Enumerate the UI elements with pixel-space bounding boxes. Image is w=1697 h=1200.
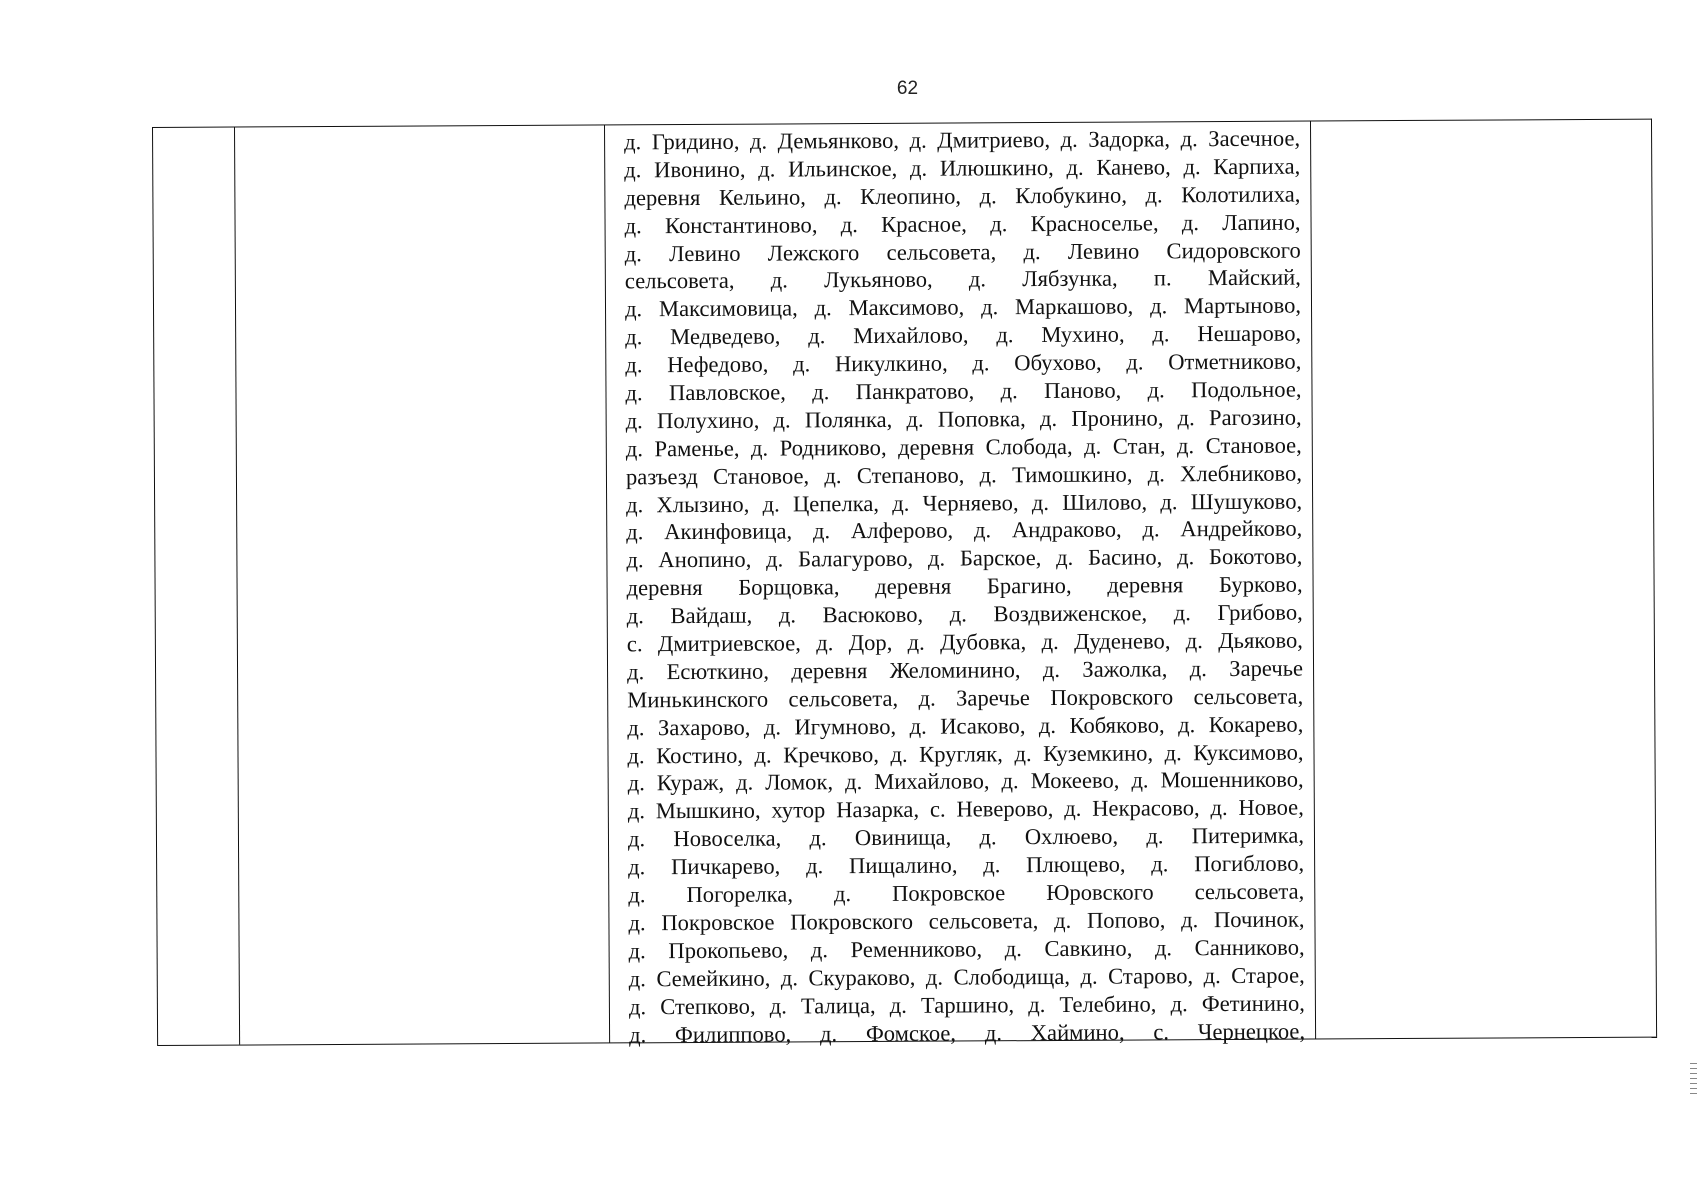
- text-line: д. Хлызино, д. Цепелка, д. Черняево, д. Шилово, д. Шушуково,: [626, 488, 1303, 517]
- text-line: д. Степково, д. Талица, д. Таршино, д. Телебино, д. Фетинино,: [628, 990, 1305, 1019]
- text-line: д. Ивонино, д. Ильинское, д. Илюшкино, д. Канево, д. Карпиха,: [624, 153, 1301, 183]
- column-4-border: [1310, 121, 1316, 1039]
- text-line: д. Кураж, д. Ломок, д. Михайлово, д. Мокеево, д. Мошенниково,: [627, 767, 1304, 796]
- text-line: д. Семейкино, д. Скураково, д. Слободища, д. Старово, д. Старое,: [628, 962, 1305, 992]
- text-line: д. Максимовица, д. Максимово, д. Маркашово, д. Мартыново,: [624, 292, 1302, 322]
- text-line: д. Новоселка, д. Овинища, д. Охлюево, д. Питеримка,: [627, 822, 1305, 852]
- text-line: деревня Борщовка, деревня Брагино, деревня Бурково,: [626, 571, 1303, 601]
- text-line: д. Мышкино, хутор Назарка, с. Неверово, д. Некрасово, д. Новое,: [627, 794, 1304, 824]
- text-line: д. Медведево, д. Михайлово, д. Мухино, д. Нешарово,: [625, 320, 1302, 350]
- text-line: д. Филиппово, д. Фомское, д. Хаймино, с. Чернецкое,: [629, 1018, 1306, 1047]
- table-frame: [152, 119, 1657, 1047]
- text-line: д. Вайдаш, д. Васюково, д. Воздвиженское, д. Грибово,: [626, 599, 1303, 629]
- text-line: деревня Кельино, д. Клеопино, д. Клобукино, д. Колотилиха,: [624, 181, 1301, 211]
- column-2-border: [234, 127, 240, 1045]
- text-line: д. Костино, д. Кречково, д. Кругляк, д. Куземкино, д. Куксимово,: [627, 739, 1304, 768]
- text-line: д. Левино Лежского сельсовета, д. Левино Сидоровского: [624, 237, 1301, 266]
- text-line: д. Есюткино, деревня Желоминино, д. Зажолка, д. Заречье: [626, 655, 1304, 685]
- column-1-border: [152, 127, 158, 1045]
- text-line: д. Нефедово, д. Никулкино, д. Обухово, д. Отметниково,: [625, 348, 1302, 378]
- text-line: д. Пичкарево, д. Пищалино, д. Плющево, д. Погиблово,: [628, 850, 1305, 880]
- text-line: д. Константиново, д. Красное, д. Красноселье, д. Лапино,: [624, 209, 1301, 239]
- text-line: сельсовета, д. Лукьяново, д. Лябзунка, п. Майский,: [624, 265, 1301, 294]
- text-line: д. Покровское Покровского сельсовета, д. Попово, д. Починок,: [628, 906, 1305, 936]
- text-line: д. Захарово, д. Игумново, д. Исаково, д. Кобяково, д. Кокарево,: [627, 711, 1304, 741]
- text-line: д. Анопино, д. Балагурово, д. Барское, д. Басино, д. Бокотово,: [626, 543, 1303, 573]
- column-3-border: [604, 124, 610, 1042]
- table-right-border: [1651, 119, 1657, 1037]
- text-line: с. Дмитриевское, д. Дор, д. Дубовка, д. Дуденево, д. Дьяково,: [626, 627, 1303, 657]
- text-line: Минькинского сельсовета, д. Заречье Покровского сельсовета,: [627, 683, 1304, 713]
- settlements-list-cell: [624, 125, 1305, 1049]
- text-line: д. Павловское, д. Панкратово, д. Паново, д. Подольное,: [625, 376, 1302, 406]
- text-line: разъезд Становое, д. Степаново, д. Тимошкино, д. Хлебниково,: [625, 460, 1303, 490]
- text-line: д. Прокопьево, д. Ременниково, д. Савкино, д. Санниково,: [628, 934, 1305, 964]
- scan-edge-marks: [1690, 1063, 1697, 1097]
- text-line: д. Полухино, д. Полянка, д. Поповка, д. Пронино, д. Рагозино,: [625, 404, 1302, 434]
- page-number: 62: [896, 78, 919, 99]
- text-line: д. Гридино, д. Демьянково, д. Дмитриево, д. Задорка, д. Засечное,: [624, 125, 1301, 155]
- text-line: д. Акинфовица, д. Алферово, д. Андраково, д. Андрейково,: [626, 516, 1303, 545]
- text-line: д. Погорелка, д. Покровское Юровского сельсовета,: [628, 878, 1305, 908]
- text-line: д. Раменье, д. Родниково, деревня Слобода, д. Стан, д. Становое,: [625, 432, 1302, 462]
